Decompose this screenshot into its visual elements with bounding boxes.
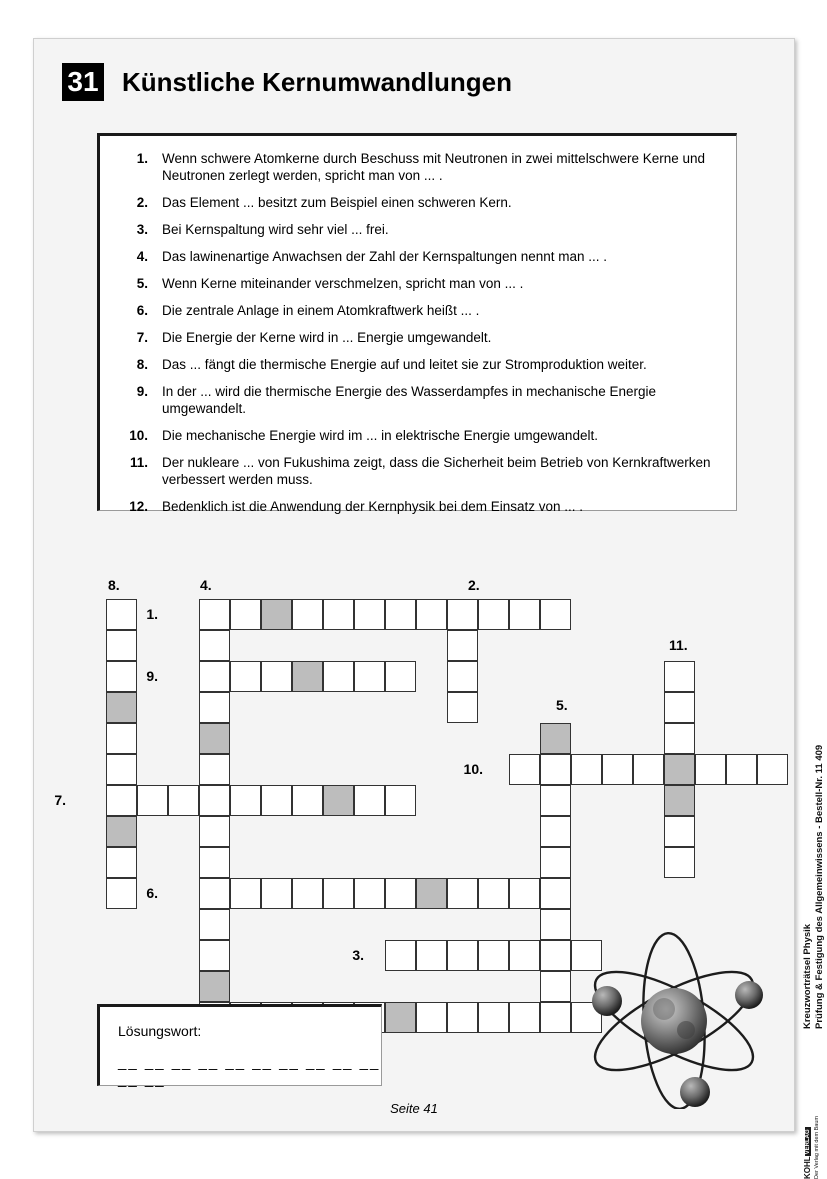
clue-text: Die mechanische Energie wird im ... in elektrische Energie umgewandelt. (162, 428, 598, 443)
crossword-cell[interactable] (230, 785, 261, 816)
crossword-cell[interactable] (633, 754, 664, 785)
crossword-clue-number: 8. (108, 577, 120, 593)
crossword-cell[interactable] (199, 971, 230, 1002)
crossword-cell[interactable] (385, 661, 416, 692)
crossword-cell[interactable] (540, 909, 571, 940)
clue-number: 7. (136, 330, 148, 345)
crossword-cell[interactable] (540, 816, 571, 847)
crossword-cell[interactable] (726, 754, 757, 785)
page-title: Künstliche Kernumwandlungen (122, 67, 513, 97)
publisher-text: KOHL (803, 1156, 812, 1179)
crossword-cell[interactable] (199, 754, 230, 785)
crossword-clue-number: 7. (54, 792, 66, 808)
crossword-cell[interactable] (385, 1002, 416, 1033)
clue-number: 6. (136, 303, 148, 318)
crossword-cell[interactable] (106, 723, 137, 754)
page-number: Seite 41 (390, 1101, 438, 1116)
crossword-cell[interactable] (664, 692, 695, 723)
crossword-cell[interactable] (664, 723, 695, 754)
crossword-cell[interactable] (323, 785, 354, 816)
crossword-cell[interactable] (509, 1002, 540, 1033)
crossword-cell[interactable] (292, 785, 323, 816)
crossword-cell[interactable] (354, 661, 385, 692)
crossword-cell[interactable] (354, 785, 385, 816)
crossword-cell[interactable] (757, 754, 788, 785)
crossword-cell[interactable] (509, 599, 540, 630)
crossword-cell[interactable] (447, 878, 478, 909)
clue-item (100, 221, 736, 238)
clue-number: 9. (136, 384, 148, 399)
clue-number: 2. (136, 195, 148, 210)
crossword-cell[interactable] (478, 940, 509, 971)
crossword-cell[interactable] (602, 754, 633, 785)
clue-item (100, 454, 736, 488)
crossword-cell[interactable] (540, 754, 571, 785)
clue-number: 3. (136, 222, 148, 237)
solution-label: Lösungswort: (118, 1023, 202, 1039)
crossword-clue-number: 9. (146, 668, 158, 684)
crossword-cell[interactable] (385, 878, 416, 909)
publisher-badge: VERLAG (804, 1129, 811, 1155)
crossword-cell[interactable] (323, 599, 354, 630)
crossword-cell[interactable] (447, 661, 478, 692)
clue-number: 10. (129, 428, 148, 443)
publisher-logo (803, 1059, 827, 1179)
crossword-cell[interactable] (385, 599, 416, 630)
clue-box (97, 133, 737, 514)
crossword-clue-number: 1. (146, 606, 158, 622)
crossword-cell[interactable] (540, 878, 571, 909)
crossword-cell[interactable] (540, 971, 571, 1002)
clue-text: Die Energie der Kerne wird in ... Energie umgewandelt. (162, 330, 492, 345)
crossword-cell[interactable] (292, 599, 323, 630)
crossword-cell[interactable] (695, 754, 726, 785)
crossword-cell[interactable] (199, 847, 230, 878)
clue-number: 12. (129, 499, 148, 514)
crossword-cell[interactable] (540, 723, 571, 754)
crossword-cell[interactable] (664, 661, 695, 692)
crossword-cell[interactable] (261, 599, 292, 630)
clue-list (100, 150, 736, 525)
crossword-cell[interactable] (106, 785, 137, 816)
crossword-cell[interactable] (416, 940, 447, 971)
crossword-cell[interactable] (106, 754, 137, 785)
crossword-cell[interactable] (199, 692, 230, 723)
crossword-cell[interactable] (447, 940, 478, 971)
crossword-cell[interactable] (168, 785, 199, 816)
crossword-cell[interactable] (447, 692, 478, 723)
crossword-cell[interactable] (230, 599, 261, 630)
crossword-cell[interactable] (385, 940, 416, 971)
clue-text: Wenn schwere Atomkerne durch Beschuss mit Neutronen in zwei mittelschwere Kerne und Neutronen zerlegt werden, spricht man von ... . (162, 151, 706, 183)
crossword-cell[interactable] (509, 878, 540, 909)
crossword-cell[interactable] (540, 785, 571, 816)
crossword-cell[interactable] (664, 754, 695, 785)
crossword-cell[interactable] (540, 1002, 571, 1033)
clue-text: Das lawinenartige Anwachsen der Zahl der Kernspaltungen nennt man ... . (162, 249, 608, 264)
crossword-cell[interactable] (199, 909, 230, 940)
crossword-cell[interactable] (199, 630, 230, 661)
crossword-clue-number: 4. (200, 577, 212, 593)
worksheet-number-badge: 31 (62, 63, 104, 101)
crossword-cell[interactable] (447, 599, 478, 630)
crossword-cell[interactable] (199, 816, 230, 847)
clue-text: Der nukleare ... von Fukushima zeigt, dass die Sicherheit beim Betrieb von Kernkraftwerken verbessert werden muss. (162, 455, 711, 487)
clue-item (100, 275, 736, 292)
crossword-cell[interactable] (137, 785, 168, 816)
crossword-cell[interactable] (199, 878, 230, 909)
clue-number: 11. (129, 455, 148, 470)
crossword-cell[interactable] (261, 878, 292, 909)
crossword-cell[interactable] (540, 599, 571, 630)
crossword-cell[interactable] (416, 599, 447, 630)
crossword-cell[interactable] (106, 692, 137, 723)
crossword-cell[interactable] (509, 940, 540, 971)
atom-illustration (569, 929, 779, 1109)
crossword-clue-number: 2. (468, 577, 480, 593)
crossword-cell[interactable] (509, 754, 540, 785)
clue-item (100, 498, 736, 515)
worksheet-sheet (33, 38, 825, 1179)
crossword-cell[interactable] (106, 816, 137, 847)
crossword-cell[interactable] (664, 816, 695, 847)
sidebar-line-1: Kreuzworträtsel Physik (802, 923, 813, 1029)
crossword-cell[interactable] (323, 878, 354, 909)
clue-item (100, 356, 736, 373)
publisher-tagline: Der Verlag mit dem Baum (814, 1116, 820, 1179)
clue-text: Das Element ... besitzt zum Beispiel einen schweren Kern. (162, 195, 512, 210)
clue-text: In der ... wird die thermische Energie des Wasserdampfes in mechanische Energie umgewandelt. (162, 384, 656, 416)
crossword-clue-number: 3. (352, 947, 364, 963)
crossword-cell[interactable] (199, 723, 230, 754)
crossword-cell[interactable] (230, 661, 261, 692)
crossword-cell[interactable] (571, 754, 602, 785)
crossword-cell[interactable] (540, 847, 571, 878)
crossword-cell[interactable] (416, 878, 447, 909)
crossword-cell[interactable] (199, 940, 230, 971)
clue-item (100, 194, 736, 211)
clue-text: Bedenklich ist die Anwendung der Kernphysik bei dem Einsatz von ... . (162, 499, 583, 514)
crossword-cell[interactable] (478, 599, 509, 630)
crossword-cell[interactable] (106, 847, 137, 878)
crossword-clue-number: 11. (669, 637, 688, 653)
crossword-cell[interactable] (106, 630, 137, 661)
clue-number: 5. (136, 276, 148, 291)
crossword-cell[interactable] (292, 661, 323, 692)
crossword-clue-number: 5. (556, 697, 568, 713)
clue-text: Wenn Kerne miteinander verschmelzen, spricht man von ... . (162, 276, 524, 291)
crossword-cell[interactable] (261, 661, 292, 692)
crossword-cell[interactable] (478, 878, 509, 909)
crossword-cell[interactable] (664, 847, 695, 878)
crossword-cell[interactable] (447, 630, 478, 661)
clue-item (100, 329, 736, 346)
crossword-cell[interactable] (478, 1002, 509, 1033)
crossword-cell[interactable] (292, 878, 323, 909)
crossword-cell[interactable] (230, 878, 261, 909)
crossword-cell[interactable] (199, 785, 230, 816)
crossword-cell[interactable] (540, 940, 571, 971)
crossword-clue-number: 6. (146, 885, 158, 901)
publisher-name (803, 1127, 812, 1179)
solution-blanks[interactable]: __ __ __ __ __ __ __ __ __ __ __ __ (118, 1054, 381, 1088)
clue-text: Bei Kernspaltung wird sehr viel ... frei. (162, 222, 389, 237)
crossword-cell[interactable] (354, 878, 385, 909)
crossword-clue-number: 10. (463, 761, 483, 777)
clue-item (100, 427, 736, 444)
clue-text: Das ... fängt die thermische Energie auf und leitet sie zur Stromproduktion weiter. (162, 357, 647, 372)
crossword-cell[interactable] (261, 785, 292, 816)
clue-text: Die zentrale Anlage in einem Atomkraftwerk heißt ... . (162, 303, 480, 318)
crossword-cell[interactable] (664, 785, 695, 816)
clue-item (100, 150, 736, 184)
solution-box[interactable] (97, 1004, 382, 1086)
clue-item (100, 248, 736, 265)
crossword-cell[interactable] (354, 599, 385, 630)
sidebar-line-2: Prüfung & Festigung des Allgemeinwissens - Bestell-Nr. 11 409 (814, 744, 825, 1029)
crossword-cell[interactable] (199, 661, 230, 692)
sidebar-vertical-text (802, 729, 827, 1029)
crossword-cell[interactable] (447, 1002, 478, 1033)
crossword-cell[interactable] (416, 1002, 447, 1033)
crossword-cell[interactable] (199, 599, 230, 630)
crossword-cell[interactable] (385, 785, 416, 816)
clue-number: 8. (136, 357, 148, 372)
clue-number: 4. (136, 249, 148, 264)
clue-item (100, 302, 736, 319)
crossword-cell[interactable] (323, 661, 354, 692)
clue-number: 1. (136, 151, 148, 166)
clue-item (100, 383, 736, 417)
